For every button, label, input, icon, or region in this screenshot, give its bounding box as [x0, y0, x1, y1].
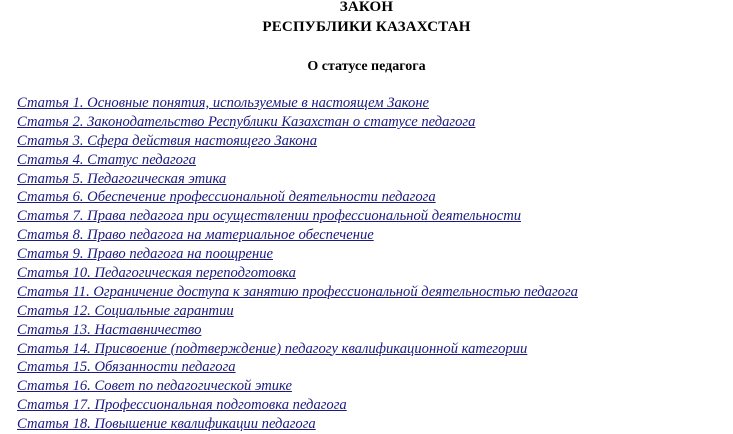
article-link-12[interactable]: Статья 12. Социальные гарантии [17, 302, 234, 319]
toc-item [17, 132, 578, 151]
toc-item [17, 188, 578, 207]
article-link-4[interactable]: Статья 4. Статус педагога [17, 151, 196, 168]
article-link-15[interactable]: Статья 15. Обязанности педагога [17, 359, 236, 376]
toc-item [17, 340, 578, 359]
article-link-2[interactable]: Статья 2. Законодательство Республики Казахстан о статусе педагога [17, 113, 476, 130]
toc-item [17, 321, 578, 340]
toc-item [17, 151, 578, 170]
document-title [0, 0, 733, 37]
toc-item [17, 283, 578, 302]
toc-item [17, 170, 578, 189]
toc-item [17, 113, 578, 132]
article-link-13[interactable]: Статья 13. Наставничество [17, 321, 202, 338]
article-link-8[interactable]: Статья 8. Право педагога на материальное обеспечение [17, 227, 374, 244]
article-link-7[interactable]: Статья 7. Права педагога при осуществлении профессиональной деятельности [17, 208, 522, 225]
article-link-3[interactable]: Статья 3. Сфера действия настоящего Закона [17, 132, 318, 149]
article-link-11[interactable]: Статья 11. Ограничение доступа к занятию профессиональной деятельностью педагога [17, 283, 578, 300]
article-link-9[interactable]: Статья 9. Право педагога на поощрение [17, 246, 273, 263]
toc-item [17, 358, 578, 377]
article-link-18[interactable]: Статья 18. Повышение квалификации педагога [17, 416, 316, 433]
title-line-law: ЗАКОН [339, 0, 394, 15]
title-line-republic: РЕСПУБЛИКИ КАЗАХСТАН [262, 19, 471, 35]
toc-item [17, 264, 578, 283]
document-subtitle: О статусе педагога [307, 59, 426, 74]
article-link-6[interactable]: Статья 6. Обеспечение профессиональной деятельности педагога [17, 189, 436, 206]
article-link-14[interactable]: Статья 14. Присвоение (подтверждение) педагогу квалификационной категории [17, 340, 528, 357]
toc-item [17, 245, 578, 264]
toc-item [17, 377, 578, 396]
toc-item [17, 207, 578, 226]
article-link-1[interactable]: Статья 1. Основные понятия, используемые в настоящем Законе [17, 95, 430, 111]
article-link-5[interactable]: Статья 5. Педагогическая этика [17, 170, 227, 187]
toc-item [17, 94, 578, 113]
article-link-16[interactable]: Статья 16. Совет по педагогической этике [17, 378, 292, 395]
toc-item [17, 302, 578, 321]
toc-item [17, 415, 578, 434]
article-link-10[interactable]: Статья 10. Педагогическая переподготовка [17, 265, 296, 282]
article-link-17[interactable]: Статья 17. Профессиональная подготовка педагога [17, 397, 347, 414]
table-of-contents [17, 94, 578, 434]
toc-item [17, 226, 578, 245]
toc-item [17, 396, 578, 415]
